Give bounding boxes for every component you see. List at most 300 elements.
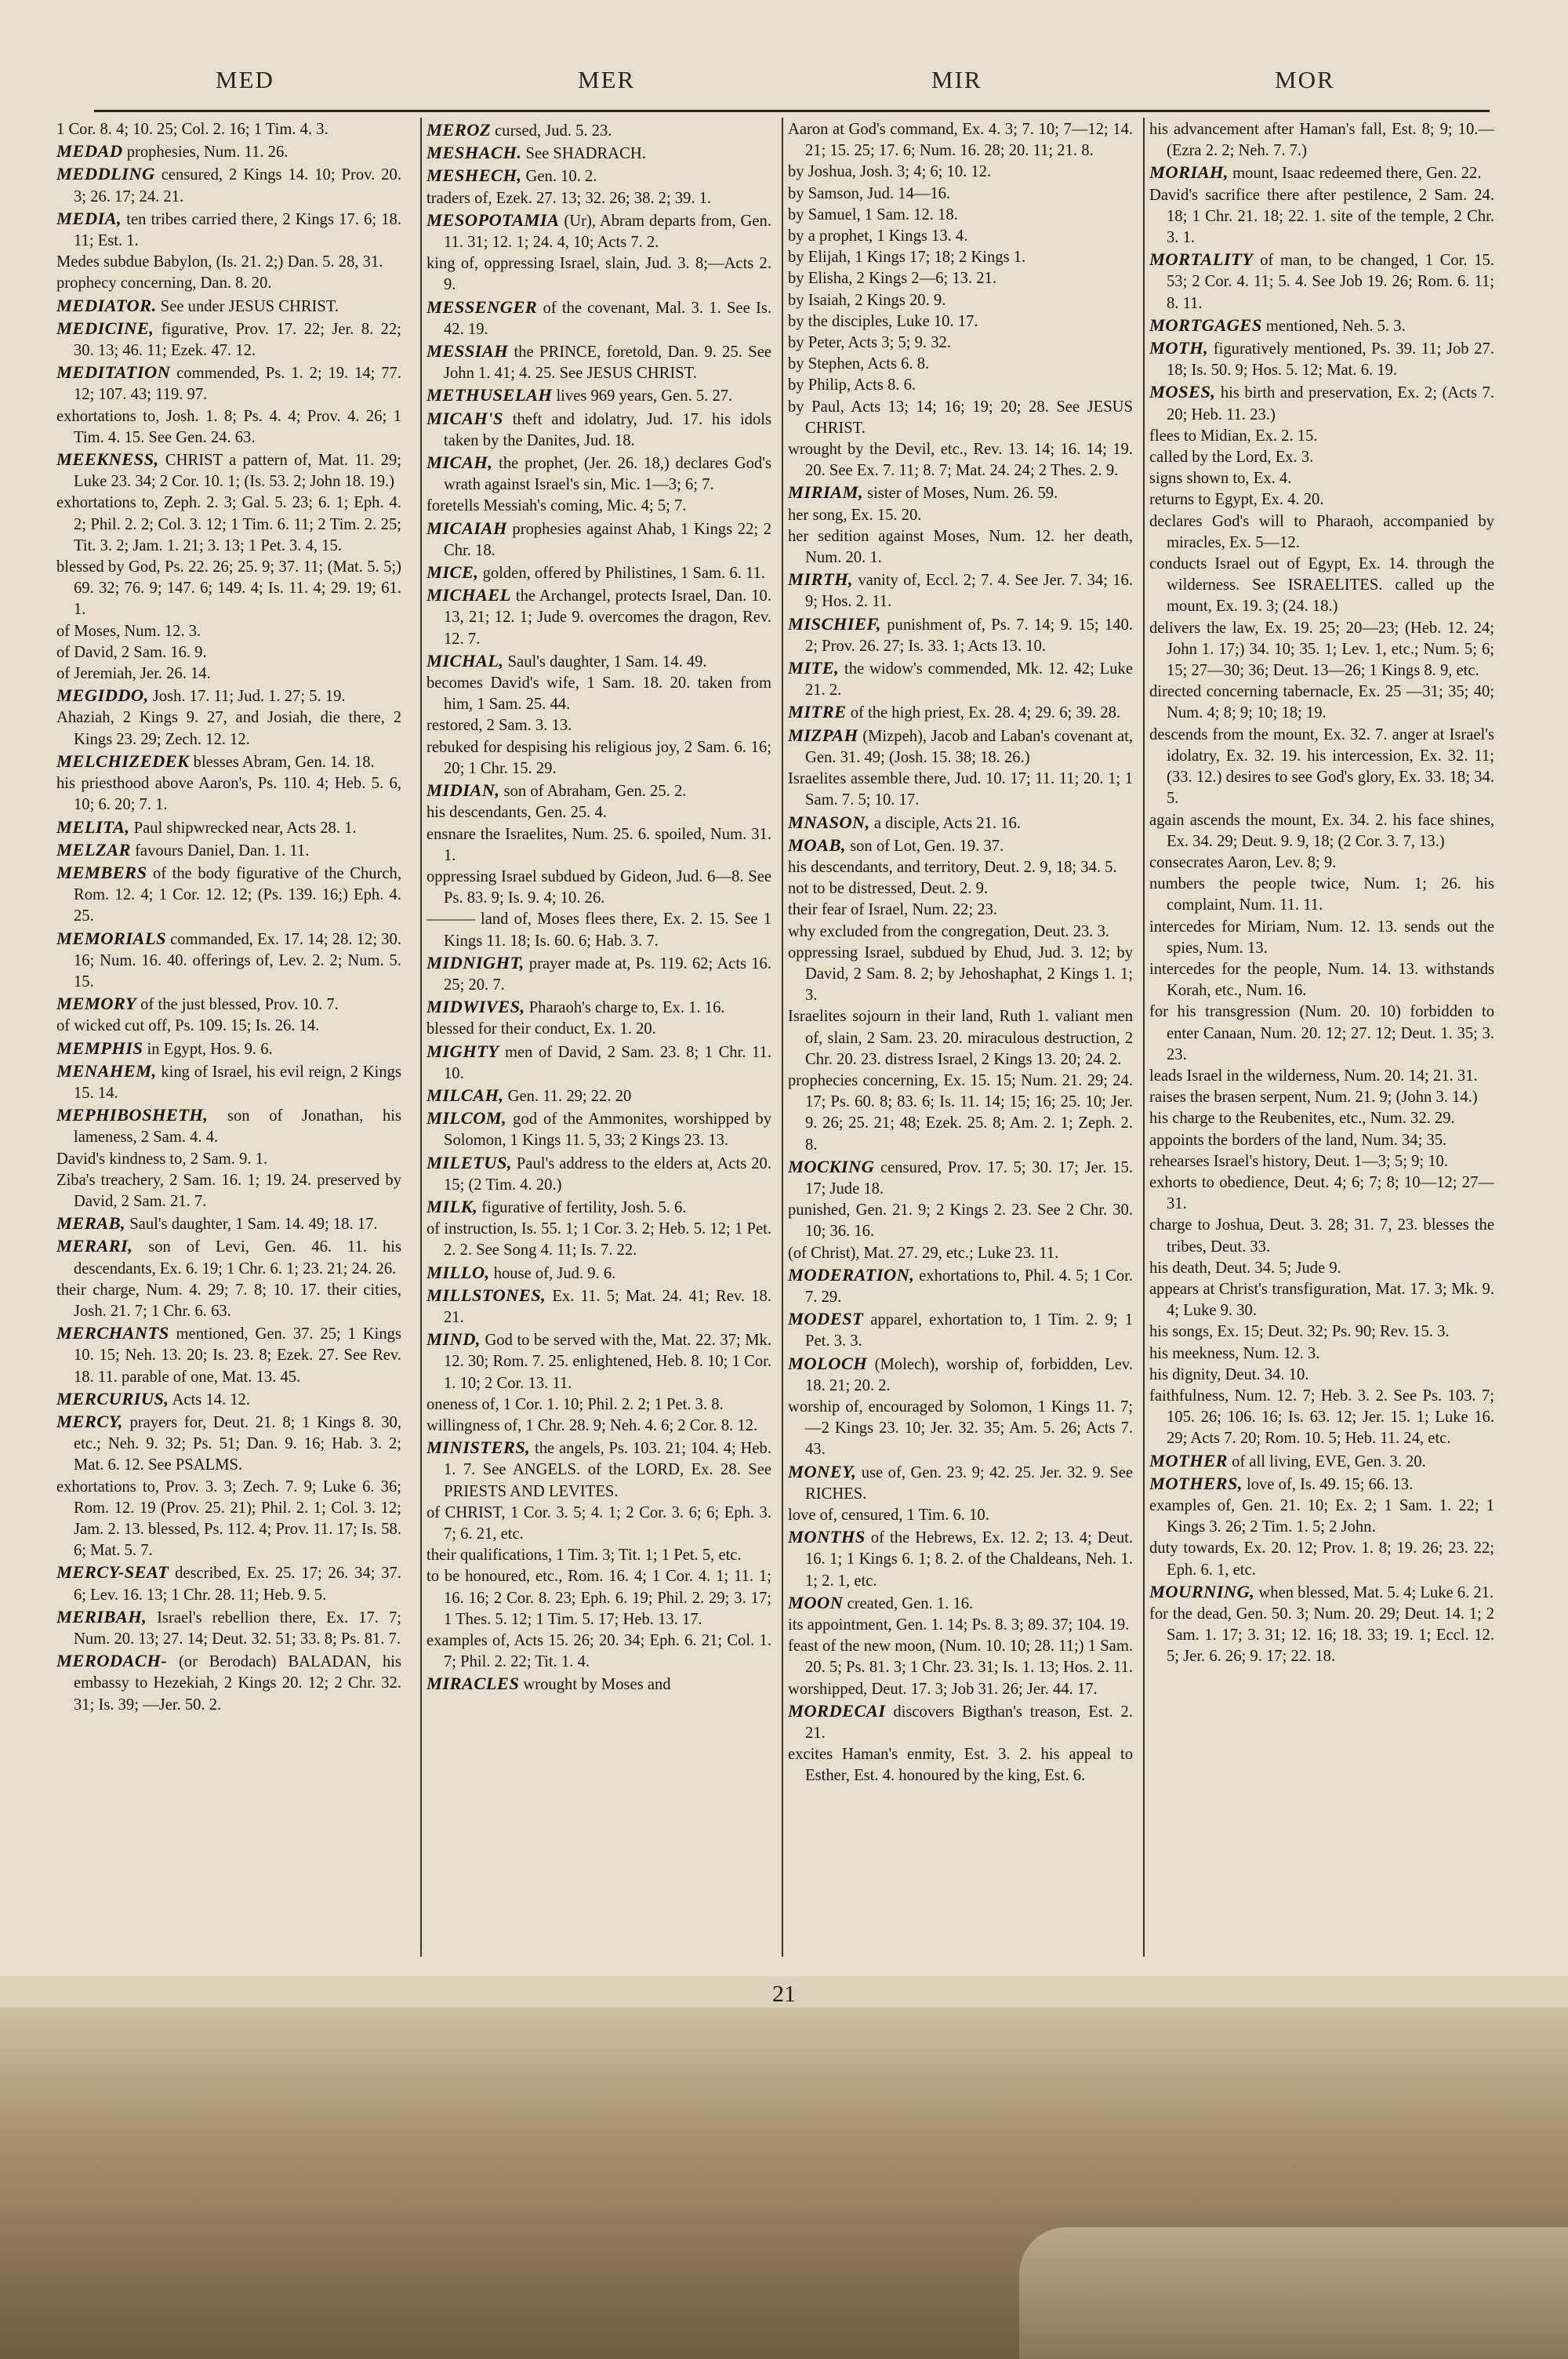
index-entry [56,751,401,773]
entry-references: Ahaziah, 2 Kings 9. 27, and Josiah, die there, 2 Kings 23. 29; Zech. 12. 12. [56,709,401,748]
column-divider [782,118,783,1957]
index-entry [426,1152,771,1196]
index-entry [788,725,1133,769]
index-entry [426,119,771,142]
entry-references: censured, 2 Kings 14. 10; Prov. 20. 3; 26. 17; 24. 21. [74,166,401,205]
entry-references: appoints the borders of the land, Num. 34; 35. [1149,1131,1447,1149]
entry-references: to be honoured, etc., Rom. 16. 4; 1 Cor. 4. 1; 11. 1; 16. 16; 2 Cor. 8. 23; Eph. 6. 19; Phil. 2. 29; 3. 17; 1 Thes. 5. 12; 1 Tim. 5. 17; Heb. 13. 17. [426,1568,771,1628]
entry-references: the angels, Ps. 103. 21; 104. 4; Heb. 1. 7. See ANGELS. of the LORD, Ex. 28. See PRIESTS AND LEVITES. [444,1440,771,1500]
entry-references: raises the brasen serpent, Num. 21. 9; (John 3. 14.) [1149,1089,1478,1107]
entry-headword: MESOPOTAMIA [426,209,560,230]
index-entry [1149,810,1494,852]
index-entry [788,769,1133,811]
index-entry [56,1149,401,1170]
entry-headword: MERAB, [56,1213,126,1234]
entry-headword: MIND, [426,1329,481,1350]
entry-references: love of, Is. 49. 15; 66. 13. [1247,1475,1414,1493]
index-entry [426,1085,771,1107]
entry-headword: MERCY-SEAT [56,1562,169,1583]
entry-headword: MELITA, [56,816,130,837]
entry-references: for the dead, Gen. 50. 3; Num. 20. 29; Deut. 14. 1; 2 Sam. 1. 17; 3. 31; 12. 16; 18. 33; 19. 1; Eccl. 12. 5; Jer. 6. 26; 9. 17; 22. 18. [1149,1605,1494,1666]
index-entry [788,311,1133,333]
index-entry [426,562,771,584]
index-entry [1149,1604,1494,1668]
index-entry [426,996,771,1019]
entry-references: her sedition against Moses, Num. 12. her death, Num. 20. 1. [788,527,1133,567]
entry-references: her song, Ex. 15. 20. [788,506,922,524]
index-entry [1149,249,1494,314]
entry-headword: MICAH, [426,453,493,473]
entry-references: the Archangel, protects Israel, Dan. 10. 13, 21; 12. 1; Jude 9. overcomes the dragon, Rev. 12. 7. [444,587,771,648]
entry-references: Israelites assemble there, Jud. 10. 17; 11. 11; 20. 1; 1 Sam. 7. 5; 10. 17. [788,770,1133,809]
index-entry [1149,1581,1494,1604]
entry-references: figurative, Prov. 17. 22; Jer. 8. 22; 30. 13; 46. 11; Ezek. 47. 12. [74,320,401,360]
entry-references: cursed, Jud. 5. 23. [495,122,612,140]
entry-references: conducts Israel out of Egypt, Ex. 14. through the wilderness. See ISRAELITES. called up the mount, Ex. 19. 3; (24. 18.) [1149,555,1494,616]
entry-headword: MIZPAH [788,725,858,745]
entry-references: of the Hebrews, Ex. 12. 2; 13. 4; Deut. 16. 1; 1 Kings 6. 1; 8. 2. of the Chaldeans, Neh. 1. 1; 2. 1, etc. [805,1529,1133,1590]
entry-references: son of Abraham, Gen. 25. 2. [503,783,687,801]
index-entry [788,1353,1133,1397]
entry-headword: MELZAR [56,839,131,860]
entry-references: Acts 14. 12. [172,1390,250,1408]
index-entry [426,1329,771,1394]
entry-references: of David, 2 Sam. 16. 9. [56,643,207,661]
entry-references: Paul's address to the elders at, Acts 20. 15; (2 Tim. 4. 20.) [444,1154,771,1194]
index-entry [1149,1450,1494,1473]
running-headers [0,66,1568,100]
entry-references: son of Lot, Gen. 19. 37. [850,837,1004,855]
entry-headword: MESHECH, [426,165,522,186]
index-entry [426,142,771,165]
entry-references: by a prophet, 1 Kings 13. 4. [788,227,968,245]
entry-references: men of David, 2 Sam. 23. 8; 1 Chr. 11. 10. [444,1043,771,1082]
entry-references: his death, Deut. 34. 5; Jude 9. [1149,1259,1341,1277]
index-entry [426,384,771,407]
index-entry [1149,1066,1494,1087]
index-entry [788,834,1133,857]
entry-references: a disciple, Acts 21. 16. [873,814,1021,832]
index-entry [1149,314,1494,337]
entry-references: use of, Gen. 23. 9; 42. 25. Jer. 32. 9. See RICHES. [805,1463,1133,1503]
entry-references: by the disciples, Luke 10. 17. [788,312,978,330]
entry-references: (or Berodach) BALADAN, his embassy to Hezekiah, 2 Kings 20. 12; 2 Chr. 32. 31; Is. 39; —Jer. 50. 2. [74,1653,401,1714]
index-entry [56,816,401,839]
index-entry [1149,162,1494,184]
entry-references: of the high priest, Ex. 28. 4; 29. 6; 39. 28. [850,704,1121,722]
index-entry [56,140,401,163]
entry-headword: MISCHIEF, [788,613,881,634]
index-entry [1149,1130,1494,1151]
entry-headword: MITRE [788,702,847,722]
column-divider [420,118,422,1957]
index-entry [1149,511,1494,554]
entry-references: examples of, Gen. 21. 10; Ex. 2; 1 Sam. 1. 22; 1 Kings 3. 26; 2 Tim. 1. 5; 2 John. [1149,1497,1494,1536]
index-entry [788,268,1133,289]
entry-headword: MEEKNESS, [56,449,159,470]
index-entry [426,1394,771,1416]
index-entry [56,273,401,294]
entry-headword: MESSIAH [426,341,509,362]
index-entry [1149,1496,1494,1538]
entry-references: (Mizpeh), Jacob and Laban's covenant at, Gen. 31. 49; (Josh. 15. 38; 18. 26.) [805,727,1133,766]
index-entry [56,642,401,663]
entry-headword: MODERATION, [788,1264,915,1285]
index-entry [788,921,1133,943]
index-entry [1149,381,1494,425]
entry-headword: MEDIA, [56,208,122,228]
entry-headword: MOAB, [788,834,846,855]
index-entry [56,119,401,140]
entry-references: (Molech), worship of, forbidden, Lev. 18. 21; 20. 2. [805,1355,1133,1394]
entry-references: by Stephen, Acts 6. 8. [788,355,930,373]
index-entry [1149,852,1494,874]
entry-references: house of, Jud. 9. 6. [493,1264,616,1282]
entry-references: foretells Messiah's coming, Mic. 4; 5; 7. [426,497,687,515]
index-entry [788,526,1133,569]
index-entry [1149,874,1494,916]
entry-references: created, Gen. 1. 16. [847,1594,974,1612]
entry-headword: MIRACLES [426,1674,520,1694]
entry-references: discovers Bigthan's treason, Est. 2. 21. [805,1703,1133,1743]
entry-references: of Moses, Num. 12. 3. [56,622,201,640]
index-entry [56,1212,401,1235]
column-divider [1143,118,1145,1957]
entry-references: sister of Moses, Num. 26. 59. [867,485,1058,503]
index-entry [426,715,771,736]
entry-references: blesses Abram, Gen. 14. 18. [193,753,375,771]
entry-references: intercedes for Miriam, Num. 12. 13. sends out the spies, Num. 13. [1149,918,1494,957]
entry-references: the prophet, (Jer. 26. 18,) declares God's wrath against Israel's sin, Mic. 1—3; 6; 7. [444,455,771,494]
index-entry [1149,337,1494,381]
index-entry [56,295,401,318]
entry-references: returns to Egypt, Ex. 4. 20. [1149,491,1324,509]
index-entry [56,362,401,405]
running-header-1: MED [216,66,274,93]
index-entry [1149,426,1494,447]
index-column-1 [56,119,401,1961]
entry-headword: MEDIATOR. [56,295,157,315]
index-entry [426,408,771,452]
entry-references: mentioned, Neh. 5. 3. [1265,317,1406,335]
entry-headword: MOON [788,1592,844,1612]
index-entry [1149,618,1494,682]
entry-references: favours Daniel, Dan. 1. 11. [135,841,310,860]
entry-headword: MERODACH- [56,1651,168,1671]
entry-references: blessed for their conduct, Ex. 1. 20. [426,1020,656,1038]
index-entry [426,296,771,340]
index-entry [426,909,771,951]
entry-references: duty towards, Ex. 20. 12; Prov. 1. 8; 19. 26; 23. 22; Eph. 6. 1, etc. [1149,1539,1494,1579]
index-entry [1149,1151,1494,1172]
entry-references: by Elisha, 2 Kings 2—6; 13. 21. [788,270,996,288]
entry-references: See under JESUS CHRIST. [160,297,339,315]
index-entry [56,1280,401,1322]
entry-headword: MEMBERS [56,862,147,882]
index-entry [426,1416,771,1437]
entry-references: ensnare the Israelites, Num. 25. 6. spoiled, Num. 31. 1. [426,825,771,864]
entry-headword: METHUSELAH [426,385,553,405]
index-entry [1149,1258,1494,1279]
entry-references: ten tribes carried there, 2 Kings 17. 6; 18. 11; Est. 1. [74,210,401,250]
entry-headword: MODEST [788,1309,864,1329]
index-entry [426,1262,771,1285]
entry-references: his birth and preservation, Ex. 2; (Acts 7. 20; Heb. 11. 23.) [1167,384,1494,423]
entry-references: son of Jonathan, his lameness, 2 Sam. 4. 4. [74,1107,401,1147]
entry-references: by Philip, Acts 8. 6. [788,376,916,394]
index-entry [426,1107,771,1151]
entry-references: Ziba's treachery, 2 Sam. 16. 1; 19. 24. preserved by David, 2 Sam. 21. 7. [56,1171,401,1210]
entry-references: his dignity, Deut. 34. 10. [1149,1365,1309,1383]
index-entry [788,226,1133,247]
index-entry [426,1630,771,1673]
entry-references: declares God's will to Pharaoh, accompanied by miracles, Ex. 5—12. [1149,512,1494,551]
entry-references: his priesthood above Aaron's, Ps. 110. 4; Heb. 5. 6, 10; 6. 20; 7. 1. [56,775,401,814]
index-entry [788,162,1133,183]
entry-references: charge to Joshua, Deut. 3. 28; 31. 7, 23. blesses the tribes, Deut. 33. [1149,1216,1494,1256]
entry-references: Israel's rebellion there, Ex. 17. 7; Num. 20. 13; 27. 14; Deut. 32. 51; 33. 8; Ps. 81. 7. [74,1608,401,1648]
index-entry [426,824,771,867]
index-entry [1149,489,1494,511]
entry-references: punishment of, Ps. 7. 14; 9. 15; 140. 2; Prov. 26. 27; Is. 33. 1; Acts 13. 10. [805,616,1133,655]
entry-references: wrought by Moses and [523,1676,671,1694]
index-entry [788,1636,1133,1678]
index-entry [56,208,401,252]
entry-references: descends from the mount, Ex. 32. 7. anger at Israel's idolatry, Ex. 32. 19. his intercession, Ex. 32. 11; (33. 12.) desires to see God's glory, Ex. 33. 18; 34. 5. [1149,725,1494,808]
index-entry [56,318,401,362]
entry-references: mount, Isaac redeemed there, Gen. 22. [1232,165,1482,183]
index-entry [788,290,1133,311]
index-column-3 [788,119,1133,1961]
index-entry [56,928,401,994]
entry-references: traders of, Ezek. 27. 13; 32. 26; 38. 2; 39. 1. [426,189,712,207]
entry-references: exhortations to, Zeph. 2. 3; Gal. 5. 23; 6. 1; Eph. 4. 2; Phil. 2. 2; Col. 3. 12; 1 Tim. 6. 11; 2 Tim. 2. 25; Tit. 3. 2; Jam. 1. 21; 3. 13; 1 Pet. 3. 4, 15. [56,494,401,554]
index-entry [1149,1365,1494,1386]
entry-references: god of the Ammonites, worshipped by Solomon, 1 Kings 11. 5, 33; 2 Kings 23. 13. [444,1110,771,1150]
entry-references: exhortations to, Josh. 1. 8; Ps. 4. 4; Prov. 4. 26; 1 Tim. 4. 15. See Gen. 24. 63. [56,407,401,446]
index-entry [788,205,1133,226]
index-entry [788,657,1133,701]
entry-references: king of, oppressing Israel, slain, Jud. 3. 8;—Acts 2. 9. [426,255,771,294]
entry-references: blessed by God, Ps. 22. 26; 25. 9; 37. 11; (Mat. 5. 5;) 69. 32; 76. 9; 147. 6; 149. 4; Is. 11. 4; 29. 19; 61. 1. [56,558,401,619]
entry-references: mentioned, Gen. 37. 25; 1 Kings 10. 15; Neh. 13. 20; Is. 23. 8; Ezek. 27. See Rev. 18. 11. parable of one, Mat. 13. 45. [74,1325,401,1386]
entry-references: love of, censured, 1 Tim. 6. 10. [788,1507,989,1524]
entry-headword: MEMPHIS [56,1038,143,1058]
entry-headword: MEDDLING [56,164,155,184]
entry-references: oppressing Israel subdued by Gideon, Jud. 6—8. See Ps. 83. 9; Is. 9. 4; 10. 26. [426,867,771,907]
entry-headword: MICHAL, [426,650,504,671]
index-entry [1149,682,1494,724]
entry-headword: MORIAH, [1149,162,1229,183]
index-entry [426,673,771,715]
index-entry [788,397,1133,439]
entry-headword: MIDNIGHT, [426,952,524,972]
index-entry [1149,1087,1494,1108]
entry-references: 1 Cor. 8. 4; 10. 25; Col. 2. 16; 1 Tim. 4. 3. [56,121,328,138]
entry-headword: MELCHIZEDEK [56,751,190,771]
index-entry [426,1285,771,1329]
index-entry [1149,1386,1494,1450]
entry-references: Gen. 10. 2. [525,168,597,186]
entry-references: numbers the people twice, Num. 1; 26. his complaint, Num. 11. 11. [1149,875,1494,914]
entry-references: Pharaoh's charge to, Ex. 1. 16. [528,999,725,1017]
entry-headword: MOTHER [1149,1450,1228,1470]
entry-headword: MICAH'S [426,408,503,428]
index-entry [1149,1172,1494,1215]
index-entry [788,505,1133,526]
entry-headword: MORTALITY [1149,249,1254,270]
index-entry [426,802,771,823]
entry-references: Israelites sojourn in their land, Ruth 1. valiant men of, slain, 2 Sam. 23. 20. miraculous destruction, 2 Chr. 20. 23. distress Israel, 2 Kings 13. 20; 24. 2. [788,1008,1133,1068]
entry-references: by Samson, Jud. 14—16. [788,184,951,202]
entry-references: oneness of, 1 Cor. 1. 10; Phil. 2. 2; 1 Pet. 3. 8. [426,1395,724,1413]
index-entry [426,452,771,496]
index-entry [788,1308,1133,1352]
index-entry [56,621,401,642]
index-entry [426,737,771,780]
entry-references: Saul's daughter, 1 Sam. 14. 49; 18. 17. [129,1216,378,1234]
index-entry [426,253,771,296]
entry-headword: MILLO, [426,1262,490,1282]
entry-references: called by the Lord, Ex. 3. [1149,449,1314,467]
entry-references: the widow's commended, Mk. 12. 42; Luke 21. 2. [805,660,1133,700]
entry-references: excites Haman's enmity, Est. 3. 2. his appeal to Esther, Est. 4. honoured by the king, Est. 6. [788,1746,1133,1785]
entry-references: the PRINCE, foretold, Dan. 9. 25. See John 1. 41; 4. 25. See JESUS CHRIST. [444,343,771,383]
index-entry [788,900,1133,921]
entry-references: of man, to be changed, 1 Cor. 15. 53; 2 Cor. 4. 11; 5. 4. See Job 19. 26; Rom. 6. 11; 8. 11. [1167,252,1494,312]
entry-references: its appointment, Gen. 1. 14; Ps. 8. 3; 89. 37; 104. 19. [788,1616,1130,1634]
entry-headword: MESSENGER [426,296,538,317]
entry-references: vanity of, Eccl. 2; 7. 4. See Jer. 7. 34; 16. 9; Hos. 2. 11. [805,572,1133,611]
entry-headword: MILK, [426,1196,478,1216]
index-entry [56,663,401,685]
entry-headword: MONEY, [788,1461,857,1481]
index-entry [56,839,401,862]
index-entry [56,1388,401,1411]
index-entry [56,1606,401,1650]
entry-references: directed concerning tabernacle, Ex. 25 —31; 35; 40; Num. 4; 8; 9; 10; 18; 19. [1149,683,1494,722]
entry-references: Ex. 11. 5; Mat. 24. 41; Rev. 18. 21. [444,1287,771,1326]
index-entry [426,952,771,996]
index-entry [56,406,401,449]
index-entry [788,482,1133,504]
entry-references: CHRIST a pattern of, Mat. 11. 29; Luke 23. 34; 2 Cor. 10. 1; (Is. 53. 2; John 18. 19.) [74,452,401,491]
header-rule [94,110,1490,112]
index-entry [1149,119,1494,162]
index-entry [788,1526,1133,1592]
entry-references: his descendants, and territory, Deut. 2. 9, 18; 34. 5. [788,858,1117,876]
entry-references: commanded, Ex. 17. 14; 28. 12; 30. 16; Num. 16. 40. offerings of, Lev. 2. 2; Num. 5. 15. [74,930,401,990]
entry-references: worshipped, Deut. 17. 3; Job 31. 26; Jer. 44. 17. [788,1680,1098,1698]
entry-references: Saul's daughter, 1 Sam. 14. 49. [507,652,707,671]
index-entry [426,1437,771,1503]
entry-headword: MORTGAGES [1149,314,1262,335]
entry-references: examples of, Acts 15. 26; 20. 34; Eph. 6. 21; Col. 1. 7; Phil. 2. 22; Tit. 1. 4. [426,1632,771,1671]
index-entry [426,209,771,253]
entry-references: rehearses Israel's history, Deut. 1—3; 5; 9; 10. [1149,1152,1448,1170]
entry-references: God to be served with the, Mat. 22. 37; Mk. 12. 30; Rom. 7. 25. enlightened, Heb. 8. 10; 1 Cor. 1. 10; 2 Cor. 13. 11. [444,1332,771,1392]
index-entry [788,1200,1133,1242]
index-column-2 [426,119,771,1961]
entry-headword: MEROZ [426,120,492,140]
index-entry [56,773,401,816]
index-entry [56,1060,401,1104]
entry-references: figuratively mentioned, Ps. 39. 11; Job 27. 18; Is. 50. 9; Hos. 5. 12; Mat. 6. 19. [1167,340,1494,380]
entry-references: son of Levi, Gen. 46. 11. his descendants, Ex. 6. 19; 1 Chr. 6. 1; 23. 21; 24. 26. [74,1238,401,1278]
index-entry [788,1700,1133,1744]
entry-references: restored, 2 Sam. 3. 13. [426,717,572,735]
index-entry [56,1235,401,1279]
index-entry [56,1038,401,1060]
entry-references: again ascends the mount, Ex. 34. 2. his face shines, Ex. 34. 29; Deut. 9. 9, 18; (2 Cor. 3. 7, 13.) [1149,811,1494,850]
entry-references: wrought by the Devil, etc., Rev. 13. 14; 16. 14; 19. 20. See Ex. 7. 11; 8. 7; Mat. 24. 24; 2 Thes. 2. 9. [788,441,1133,480]
entry-references: by Elijah, 1 Kings 17; 18; 2 Kings 1. [788,249,1026,267]
entry-references: king of Israel, his evil reign, 2 Kings 15. 14. [74,1063,401,1102]
index-entry [56,449,401,493]
entry-references: Gen. 11. 29; 22. 20 [507,1087,632,1105]
index-entry [426,867,771,909]
entry-references: his descendants, Gen. 25. 4. [426,804,607,822]
entry-references: becomes David's wife, 1 Sam. 18. 20. taken from him, 1 Sam. 25. 44. [426,674,771,714]
entry-references: intercedes for the people, Num. 14. 13. withstands Korah, etc., Num. 16. [1149,960,1494,1000]
index-entry [1149,447,1494,468]
entry-headword: MOLOCH [788,1353,868,1373]
index-entry [426,340,771,384]
entry-headword: MILCOM, [426,1108,507,1129]
entry-references: prophecy concerning, Dan. 8. 20. [56,274,272,293]
entry-headword: MERARI, [56,1236,133,1256]
index-entry [426,1545,771,1566]
index-entry [1149,1215,1494,1257]
index-entry [426,1673,771,1696]
entry-references: their fear of Israel, Num. 22; 23. [788,901,998,919]
index-entry [1149,1473,1494,1496]
index-entry [426,1196,771,1219]
entry-references: prayers for, Deut. 21. 8; 1 Kings 8. 30, etc.; Neh. 9. 32; Ps. 51; Dan. 9. 16; Hab. 3. 2; Mat. 6. 12. See PSALMS. [74,1413,401,1474]
entry-references: of all living, EVE, Gen. 3. 20. [1232,1452,1426,1470]
entry-references: worship of, encouraged by Solomon, 1 Kings 11. 7;—2 Kings 23. 10; Jer. 32. 35; Am. 5. 26; Acts 7. 43. [788,1398,1133,1459]
index-entry [788,943,1133,1007]
index-entry [426,188,771,209]
entry-headword: MEDITATION [56,362,171,383]
entry-references: not to be distressed, Deut. 2. 9. [788,880,989,898]
entry-headword: MEMORIALS [56,928,166,948]
entry-headword: MIRTH, [788,569,854,590]
index-entry [788,1592,1133,1615]
index-entry [788,1679,1133,1700]
entry-references: signs shown to, Ex. 4. [1149,470,1292,488]
entry-references: Josh. 17. 11; Jud. 1. 27; 5. 19. [152,688,346,706]
entry-headword: MOURNING, [1149,1581,1255,1601]
index-entry [788,333,1133,354]
index-entry [788,1070,1133,1156]
index-entry [788,354,1133,375]
entry-references: why excluded from the congregation, Deut. 23. 3. [788,922,1110,940]
entry-references: by Samuel, 1 Sam. 12. 18. [788,205,958,224]
entry-headword: MIDIAN, [426,780,500,801]
index-entry [1149,1001,1494,1066]
entry-references: their charge, Num. 4. 29; 7. 8; 10. 17. their cities, Josh. 21. 7; 1 Chr. 6. 63. [56,1281,401,1320]
entry-references: of the covenant, Mal. 3. 1. See Is. 42. 19. [444,299,771,338]
entry-headword: MONTHS [788,1527,866,1547]
entry-headword: MERCHANTS [56,1323,169,1343]
entry-references: David's kindness to, 2 Sam. 9. 1. [56,1150,268,1168]
entry-references: (Ur), Abram departs from, Gen. 11. 31; 12. 1; 24. 4, 10; Acts 7. 2. [444,212,771,252]
entry-references: rebuked for despising his religious joy, 2 Sam. 6. 16; 20; 1 Chr. 15. 29. [426,738,771,777]
entry-references: commended, Ps. 1. 2; 19. 14; 77. 12; 107. 43; 119. 97. [74,365,401,404]
entry-references: figurative of fertility, Josh. 5. 6. [481,1198,687,1216]
entry-headword: MERCURIUS, [56,1388,169,1408]
